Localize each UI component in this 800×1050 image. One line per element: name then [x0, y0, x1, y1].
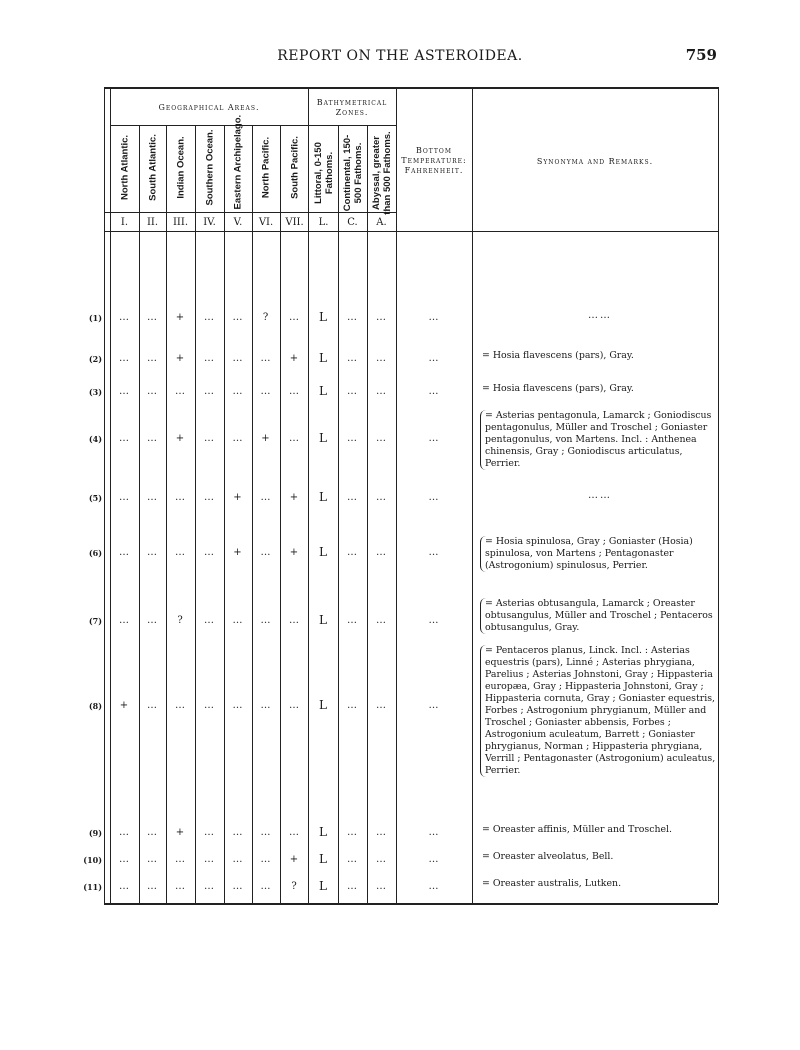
table-cell: … [204, 386, 215, 397]
table-cell: … [376, 353, 387, 364]
table-cell: … [147, 433, 158, 444]
geo-areas-title: Geographical Areas. [158, 103, 260, 112]
table-cell: … [147, 854, 158, 865]
column-roman-numeral: C. [347, 217, 358, 228]
table-cell: … [260, 615, 272, 626]
bottom-temperature-cell: … [428, 615, 440, 626]
table-cell: … [376, 433, 387, 444]
column-rule [396, 87, 397, 903]
bottom-temperature-cell: … [428, 881, 440, 892]
column-rule [104, 87, 105, 903]
column-roman-numeral: A. [376, 217, 387, 228]
column-rule [195, 125, 196, 903]
table-cell: … [289, 700, 300, 711]
column-rule [139, 125, 140, 903]
table-cell: + [175, 353, 186, 364]
table-cell: … [376, 881, 387, 892]
row-number: (3) [88, 387, 102, 397]
table-cell: … [204, 700, 215, 711]
table-cell: L [319, 490, 328, 504]
table-cell: … [147, 312, 158, 323]
table-cell: … [376, 700, 387, 711]
table-cell: … [232, 353, 244, 364]
table-cell: … [175, 700, 186, 711]
column-roman-numeral: VII. [285, 217, 304, 228]
column-header-label: Continental, 150-500 Fathoms. [341, 134, 364, 212]
row-number: (2) [88, 354, 102, 364]
table-cell: … [232, 386, 244, 397]
table-cell: L [319, 351, 328, 365]
table-cell: … [175, 492, 186, 503]
table-cell: + [289, 492, 300, 503]
table-cell: … [347, 881, 358, 892]
table-cell: … [204, 881, 215, 892]
table-cell: … [147, 492, 158, 503]
table-cell: … [376, 547, 387, 558]
table-cell: … [289, 312, 300, 323]
bottom-temperature-header: Bottom Temperature: Fahrenheit. [401, 146, 467, 175]
table-cell: … [232, 615, 244, 626]
table-cell: L [319, 310, 328, 324]
table-cell: … [376, 827, 387, 838]
table-cell: ? [262, 312, 270, 323]
column-rule [252, 125, 253, 903]
table-cell: … [119, 433, 130, 444]
table-cell: + [233, 547, 243, 558]
table-cell: + [261, 433, 271, 444]
column-rule [224, 125, 225, 903]
table-cell: L [319, 852, 328, 866]
bath-title-rule [308, 125, 396, 126]
table-cell: … [376, 854, 387, 865]
table-cell: L [319, 825, 328, 839]
table-cell: … [232, 854, 244, 865]
column-header-label: North Atlantic. [119, 134, 130, 201]
table-cell: … [260, 881, 272, 892]
bottom-temperature-cell: … [428, 312, 440, 323]
table-cell: … [119, 881, 130, 892]
table-cell: … [347, 827, 358, 838]
bottom-temperature-cell: … [428, 827, 440, 838]
column-rule [280, 125, 281, 903]
table-cell: … [175, 854, 186, 865]
table-cell: … [204, 312, 215, 323]
table-cell: L [319, 384, 328, 398]
column-roman-numeral: II. [146, 217, 159, 228]
table-cell: ? [177, 615, 184, 626]
table-cell: … [119, 547, 130, 558]
column-header-label: Southern Ocean. [204, 129, 215, 206]
row-number: (9) [88, 828, 102, 838]
table-cell: … [119, 386, 130, 397]
table-cell: L [319, 613, 328, 627]
row-number: (7) [88, 616, 102, 626]
table-cell: L [319, 698, 328, 712]
bottom-temperature-cell: … [428, 492, 440, 503]
table-cell: … [147, 827, 158, 838]
table-cell: … [260, 353, 272, 364]
bottom-temperature-cell: … [428, 700, 440, 711]
row-number: (4) [88, 434, 102, 444]
table-cell: … [347, 700, 358, 711]
synonym-remarks: = Hosia flavescens (pars), Gray. [482, 350, 634, 361]
table-cell: … [119, 827, 130, 838]
synonym-remarks: = Hosia flavescens (pars), Gray. [482, 383, 634, 394]
table-cell: … [175, 386, 186, 397]
table-cell: … [347, 353, 358, 364]
table-cell: + [233, 492, 243, 503]
table-cell: … [204, 854, 215, 865]
table-cell: … [289, 827, 300, 838]
table-cell: … [376, 615, 387, 626]
table-cell: … [232, 433, 244, 444]
table-cell: … [376, 386, 387, 397]
table-cell: … [232, 700, 244, 711]
synonyms-header: Synonyma and Remarks. [536, 157, 654, 166]
table-cell: … [204, 547, 215, 558]
table-cell: … [175, 547, 186, 558]
table-cell: … [119, 615, 130, 626]
table-cell: + [289, 854, 300, 865]
table-cell: … [232, 827, 244, 838]
bottom-temperature-cell: … [428, 353, 440, 364]
table-cell: ? [291, 881, 298, 892]
bottom-temperature-cell: … [428, 386, 440, 397]
column-roman-numeral: I. [120, 217, 129, 228]
table-cell: … [260, 547, 272, 558]
column-header-label: South Atlantic. [147, 134, 158, 201]
row-number: (6) [88, 548, 102, 558]
column-rule [367, 125, 368, 903]
synonym-remarks: = Oreaster affinis, Müller and Troschel. [482, 824, 673, 835]
table-cell: L [319, 431, 328, 445]
table-cell: … [232, 312, 244, 323]
table-cell: … [260, 827, 272, 838]
row-number: (5) [88, 493, 102, 503]
bottom-temperature-cell: … [428, 854, 440, 865]
column-header-label: Eastern Archipelago. [232, 114, 244, 210]
table-cell: … [147, 881, 158, 892]
column-rule [166, 125, 167, 903]
column-roman-numeral: VI. [258, 217, 274, 228]
table-cell: … [119, 312, 130, 323]
row-number: (1) [88, 313, 102, 323]
table-cell: L [319, 879, 328, 893]
column-header-label: South Pacific. [289, 136, 300, 199]
column-roman-numeral: L. [318, 217, 329, 228]
table-cell: … [232, 881, 244, 892]
table-cell: … [347, 492, 358, 503]
table-cell: L [319, 545, 328, 559]
table-cell: … [260, 854, 272, 865]
table-cell: … [147, 353, 158, 364]
column-roman-numeral: V. [233, 217, 243, 228]
page-number: 759 [685, 46, 717, 64]
bathymetrical-zones-title: Bathymetrical Zones. [316, 98, 388, 117]
table-cell: + [119, 700, 130, 711]
table-cell: … [204, 353, 215, 364]
table-cell: … [119, 854, 130, 865]
table-cell: … [347, 547, 358, 558]
table-cell: … [147, 700, 158, 711]
header-bottom-rule [104, 231, 718, 232]
table-cell: + [289, 547, 300, 558]
table-cell: … [204, 827, 215, 838]
table-cell: … [204, 433, 215, 444]
table-cell: … [289, 386, 300, 397]
running-title: REPORT ON THE ASTEROIDEA. [277, 48, 523, 64]
synonym-remarks: …… [588, 310, 612, 321]
table-cell: … [119, 492, 130, 503]
table-cell: … [147, 547, 158, 558]
synonym-remarks: …… [588, 490, 612, 501]
table-cell: … [204, 492, 215, 503]
table-cell: + [175, 827, 186, 838]
column-roman-numeral: IV. [203, 217, 216, 228]
table-cell: … [347, 433, 358, 444]
column-roman-numeral: III. [172, 217, 189, 228]
table-cell: … [289, 615, 300, 626]
table-bottom-rule [104, 903, 718, 905]
table-cell: … [260, 386, 272, 397]
column-header-label: Indian Ocean. [175, 136, 186, 199]
table-top-rule [104, 87, 718, 89]
table-cell: … [260, 492, 272, 503]
table-cell: … [376, 492, 387, 503]
table-cell: … [204, 615, 215, 626]
table-cell: + [175, 312, 186, 323]
synonym-remarks: = Asterias pentagonula, Lamarck ; Goniodiscus pentagonulus, Müller and Troschel ; Goniaster pentagonulus, von Martens. Incl. : Anthenea chinensis, Gray ; Goniodiscus articulatus, Perrier. [480, 410, 717, 470]
table-cell: … [347, 854, 358, 865]
table-cell: … [175, 881, 186, 892]
column-header-label: Littoral, 0-150 Fathoms. [312, 142, 335, 204]
synonym-remarks: = Hosia spinulosa, Gray ; Goniaster (Hosia) spinulosa, von Martens ; Pentagonaster (Astrogonium) spinulosus, Perrier. [480, 536, 717, 572]
column-header-label: North Pacific. [260, 136, 272, 199]
table-cell: … [289, 433, 300, 444]
column-rule [338, 125, 339, 903]
table-cell: + [175, 433, 186, 444]
table-cell: … [347, 386, 358, 397]
table-cell: … [347, 615, 358, 626]
table-cell: … [147, 615, 158, 626]
table-cell: … [376, 312, 387, 323]
column-header-label: Abyssal, greater than 500 Fathoms. [370, 131, 393, 215]
row-number: (11) [83, 882, 102, 892]
row-number: (10) [83, 855, 102, 865]
bottom-temperature-cell: … [428, 547, 440, 558]
synonym-remarks: = Oreaster australis, Lutken. [482, 878, 622, 889]
column-rule [718, 87, 719, 903]
row-number: (8) [88, 701, 102, 711]
table-cell: … [119, 353, 130, 364]
table-cell: … [260, 700, 272, 711]
synonym-remarks: = Oreaster alveolatus, Bell. [482, 851, 614, 862]
table-cell: … [147, 386, 158, 397]
synonym-remarks: = Pentaceros planus, Linck. Incl. : Asterias equestris (pars), Linné ; Asterias phrygiana, Parelius ; Asterias Johnstoni, Gray ; Hippasteria europæa, Gray ; Hippasteria Johnstoni, Gray ; Hippasteria cornuta, Gray ; Goniaster equestris, Forbes ; Astrogonium phrygianum, Müller and Troschel ; Goniaster abbensis, Forbes ; Astrogonium aculeatum, Barrett ; Goniaster phrygianus, Norman ; Hippasteria phrygiana, Verrill ; Pentagonaster (Astrogonium) aculeatus, Perrier. [480, 645, 717, 777]
column-rule [472, 87, 473, 903]
bottom-temperature-cell: … [428, 433, 440, 444]
table-cell: … [347, 312, 358, 323]
synonym-remarks: = Asterias obtusangula, Lamarck ; Oreaster obtusangulus, Müller and Troschel ; Pentaceros obtusangulus, Gray. [480, 598, 717, 634]
table-cell: + [289, 353, 300, 364]
